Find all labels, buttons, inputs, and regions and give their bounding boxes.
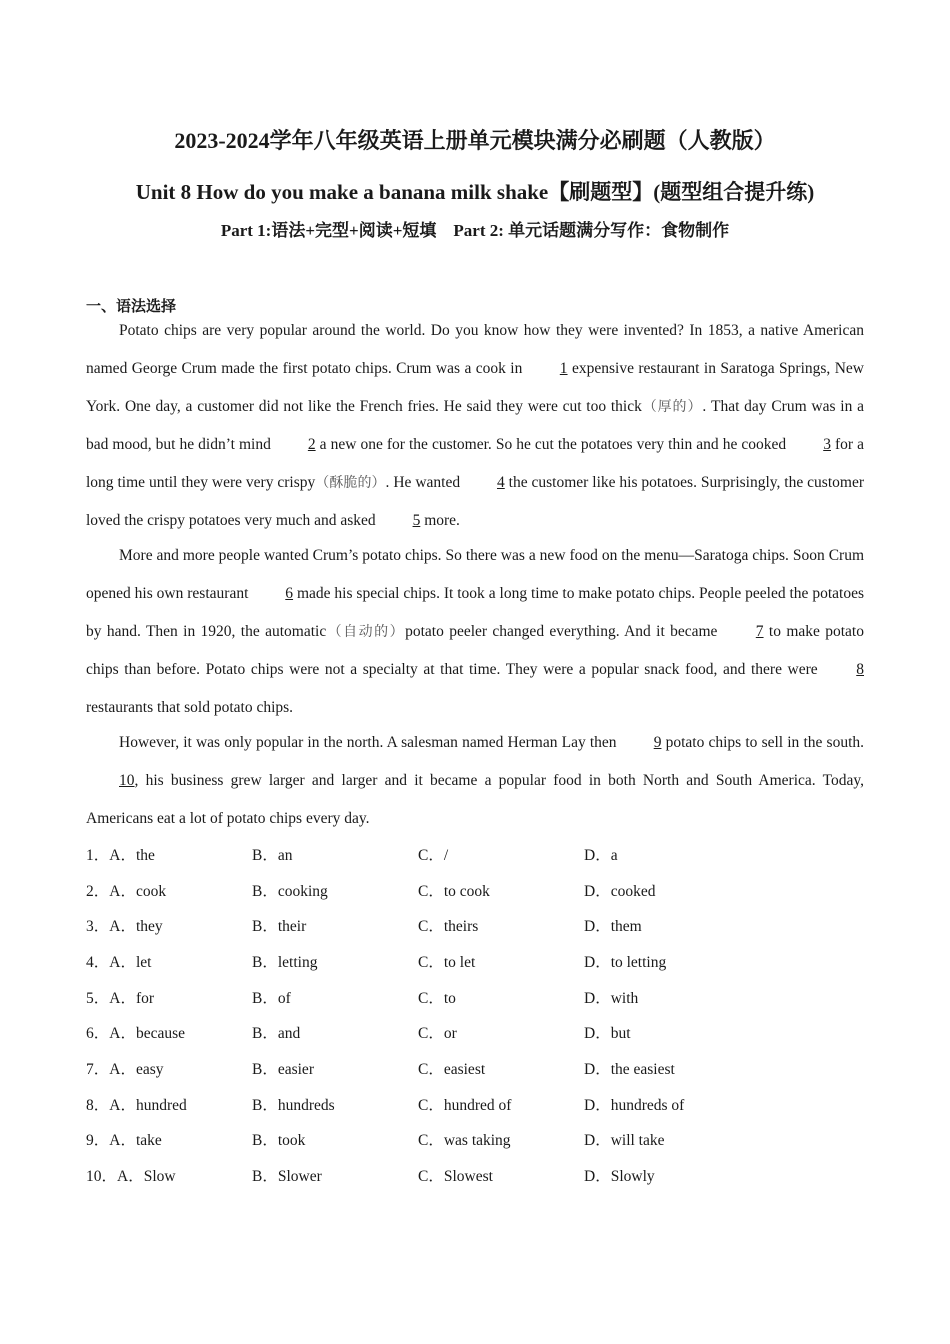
question-row	[86, 1014, 864, 1050]
text: restaurants that sold potato chips.	[86, 699, 294, 716]
question-number: 10．	[86, 1168, 118, 1186]
option-c: C．to	[418, 989, 456, 1007]
text: . He wanted	[385, 474, 464, 491]
text: made his special chips. It took a long time to make potato chips. People peeled the potatoes by hand. Then in 1920, the automatic	[86, 585, 864, 640]
option-b: B．cooking	[252, 882, 328, 900]
question-number: 3．	[86, 918, 110, 936]
option-b: B．Slower	[252, 1168, 322, 1186]
document-title: 2023-2024学年八年级英语上册单元模块满分必刷题（人教版）	[174, 128, 776, 153]
text: potato peeler changed everything. And it became	[405, 623, 723, 640]
option-a-text: A．they	[109, 918, 163, 936]
option-a	[86, 879, 252, 901]
question-number: 6．	[86, 1025, 110, 1043]
question-number: 2．	[86, 882, 110, 900]
question-row	[86, 907, 864, 943]
option-d: D．hundreds of	[584, 1096, 685, 1114]
option-a	[86, 986, 252, 1008]
option-a	[86, 843, 252, 865]
text: to make potato chips than before. Potato chips were not a specialty at that time. They were a popular snack food, and there were	[86, 623, 864, 678]
option-a-text: A．let	[109, 953, 152, 971]
blank-3: 3	[823, 436, 831, 453]
chinese-gloss: （酥脆的）	[315, 475, 386, 491]
option-d: D．but	[584, 1025, 631, 1043]
option-a	[86, 914, 252, 936]
option-d: D．a	[584, 846, 618, 864]
question-number: 8．	[86, 1096, 110, 1114]
text: potato chips to sell in the south.	[661, 734, 865, 751]
blank-2: 2	[307, 436, 316, 453]
paragraph-1	[86, 312, 864, 540]
option-b: B．took	[252, 1132, 306, 1150]
option-a-text: A．for	[109, 989, 155, 1007]
question-row	[86, 1086, 864, 1122]
option-a	[86, 1021, 252, 1043]
option-a	[86, 1093, 252, 1115]
option-b: B．of	[252, 989, 291, 1007]
option-d: D．with	[584, 989, 639, 1007]
option-b: B．easier	[252, 1060, 314, 1078]
option-c: C．or	[418, 1025, 457, 1043]
option-d: D．cooked	[584, 882, 656, 900]
chinese-gloss: （自动的）	[326, 624, 406, 640]
option-c: C．to cook	[418, 882, 490, 900]
option-c: C．easiest	[418, 1060, 486, 1078]
option-c: C．hundred of	[418, 1096, 512, 1114]
question-row	[86, 979, 864, 1015]
option-c: C．was taking	[418, 1132, 511, 1150]
blank-4: 4	[497, 474, 505, 491]
blank-5: 5	[412, 512, 421, 529]
text: . That day Crum was in a bad mood, but he didn’t mind	[86, 398, 864, 453]
text: Potato chips are very popular around the world. Do you know how they were invented? In 1853, a native American named George Crum made the first potato chips. Crum was a cook in	[86, 322, 864, 377]
question-number: 9．	[86, 1132, 110, 1150]
option-a-text: A．easy	[109, 1060, 164, 1078]
passage	[86, 312, 864, 838]
question-number: 1．	[86, 846, 110, 864]
question-row	[86, 943, 864, 979]
option-a-text: A．take	[109, 1132, 162, 1150]
text: a new one for the customer. So he cut the potatoes very thin and he cooked	[315, 436, 791, 453]
text: the customer like his potatoes. Surprisingly, the customer loved the crispy potatoes very much and asked	[86, 474, 864, 529]
section-title: 一、语法选择	[86, 297, 177, 315]
option-a	[86, 1164, 252, 1186]
option-b: B．letting	[252, 953, 318, 971]
chinese-gloss: （厚的）	[641, 399, 703, 415]
paragraph-3	[86, 724, 864, 838]
option-b: B．and	[252, 1025, 301, 1043]
question-number: 4．	[86, 953, 110, 971]
option-d: D．to letting	[584, 953, 667, 971]
option-d: D．them	[584, 918, 642, 936]
options-list	[86, 836, 864, 1193]
question-row	[86, 1050, 864, 1086]
option-d: D．the easiest	[584, 1060, 675, 1078]
option-b: B．an	[252, 846, 293, 864]
question-number: 5．	[86, 989, 110, 1007]
paragraph-2	[86, 537, 864, 727]
option-d: D．Slowly	[584, 1168, 655, 1186]
blank-8: 8	[856, 661, 864, 678]
question-number: 7．	[86, 1060, 110, 1078]
option-a-text: A．the	[109, 846, 155, 864]
option-c: C．/	[418, 846, 449, 864]
text: more.	[420, 512, 460, 529]
option-b: B．their	[252, 918, 307, 936]
option-c: C．theirs	[418, 918, 479, 936]
option-c: C．Slowest	[418, 1168, 493, 1186]
option-a	[86, 1057, 252, 1079]
question-row	[86, 1122, 864, 1158]
option-c: C．to let	[418, 953, 476, 971]
text: More and more people wanted Crum’s potato chips. So there was a new food on the menu—Saratoga chips. Soon Crum opened his own restaurant	[86, 547, 864, 602]
blank-9: 9	[653, 734, 662, 751]
option-a-text: A．Slow	[117, 1168, 176, 1186]
blank-10: 10	[119, 772, 135, 789]
option-a-text: A．hundred	[109, 1096, 187, 1114]
question-row	[86, 872, 864, 908]
option-b: B．hundreds	[252, 1096, 335, 1114]
option-d: D．will take	[584, 1132, 665, 1150]
blank-7: 7	[755, 623, 764, 640]
option-a-text: A．cook	[109, 882, 167, 900]
option-a-text: A．because	[109, 1025, 186, 1043]
option-a	[86, 950, 252, 972]
question-row	[86, 1157, 864, 1193]
unit-title: Unit 8 How do you make a banana milk shake【刷题型】(题型组合提升练)	[135, 180, 815, 204]
question-row	[86, 836, 864, 872]
parts-subtitle: Part 1:语法+完型+阅读+短填 Part 2: 单元话题满分写作：食物制作	[220, 221, 730, 240]
text: expensive restaurant in Saratoga Springs, New York. One day, a customer did not like the French fries. He said they were cut too thick	[86, 360, 864, 415]
blank-6: 6	[285, 585, 294, 602]
text: for a long time until they were very crispy	[86, 436, 864, 491]
blank-1: 1	[559, 360, 568, 377]
option-a	[86, 1128, 252, 1150]
text: , his business grew larger and larger and it became a popular food in both North and South America. Today, Americans eat a lot of potato chips every day.	[86, 772, 864, 827]
text: However, it was only popular in the north. A salesman named Herman Lay then	[119, 734, 621, 751]
